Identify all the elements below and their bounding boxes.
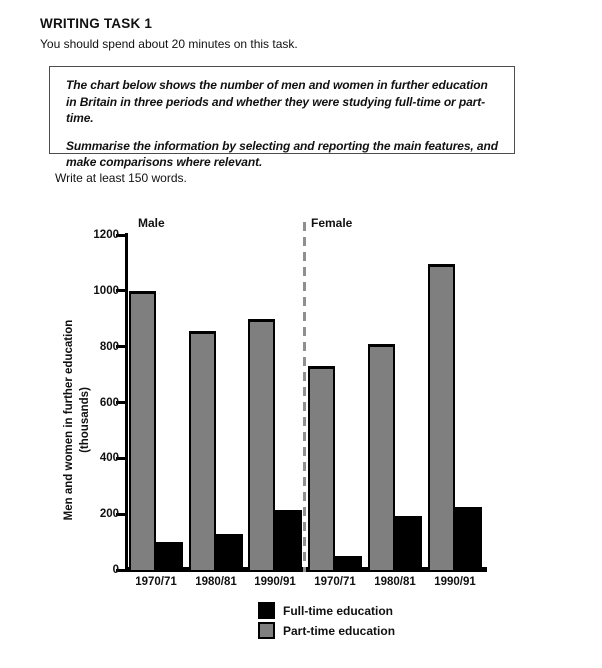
y-axis-tick-label: 400 <box>99 452 119 465</box>
word-count-instruction: Write at least 150 words. <box>55 171 187 185</box>
y-axis-tick-label: 0 <box>112 564 119 576</box>
y-axis-title-line2: (thousands) <box>78 387 91 453</box>
part-time-legend-swatch-icon <box>258 622 275 639</box>
bar-full-time-male-1980-81 <box>216 534 243 572</box>
task-prompt-box <box>49 66 515 169</box>
bar-full-time-female-1990-91 <box>455 507 482 572</box>
legend-item-part-time <box>258 622 395 639</box>
page-title: WRITING TASK 1 <box>40 16 153 31</box>
x-axis-category-label-female-1980-81: 1980/81 <box>374 576 416 588</box>
y-axis-tick-label: 1200 <box>93 229 119 241</box>
x-axis-category-label-male-1980-81: 1980/81 <box>195 576 237 588</box>
section-label-female: Female <box>311 216 353 230</box>
y-axis-title <box>62 250 94 590</box>
bar-part-time-female-1970-71 <box>308 366 335 572</box>
y-axis-line <box>125 233 128 572</box>
prompt-paragraph-1: The chart below shows the number of men and women in further education in Britain in three periods and whether they were studying full-time or part-time. <box>66 78 488 125</box>
section-label-male: Male <box>138 216 165 230</box>
full-time-legend-swatch-icon <box>258 602 275 619</box>
bar-full-time-female-1970-71 <box>335 556 362 572</box>
y-axis-tick-label: 1000 <box>93 284 119 297</box>
legend-label: Full-time education <box>283 603 394 618</box>
x-axis-category-label-female-1990-91: 1990/91 <box>434 576 476 588</box>
bar-full-time-male-1970-71 <box>156 542 183 572</box>
bar-chart <box>0 210 602 668</box>
bar-part-time-female-1990-91 <box>428 264 455 572</box>
y-axis-tick-label: 800 <box>99 340 119 353</box>
bar-part-time-male-1990-91 <box>248 319 275 572</box>
bar-part-time-male-1980-81 <box>189 331 216 572</box>
time-instruction: You should spend about 20 minutes on this task. <box>40 37 298 51</box>
bar-full-time-female-1980-81 <box>395 516 422 572</box>
bar-full-time-male-1990-91 <box>275 510 302 572</box>
legend-label: Part-time education <box>283 623 396 638</box>
y-axis-tick-label: 200 <box>99 508 119 521</box>
prompt-paragraph-2: Summarise the information by selecting and reporting the main features, and make comparisons where relevant. <box>66 138 498 169</box>
bar-part-time-male-1970-71 <box>129 291 156 572</box>
x-axis-category-label-male-1970-71: 1970/71 <box>135 576 177 588</box>
bar-part-time-female-1980-81 <box>368 344 395 572</box>
x-axis-category-label-male-1990-91: 1990/91 <box>254 576 296 588</box>
male-female-divider-line <box>303 222 306 572</box>
y-axis-title-line1: Men and women in further education <box>63 319 75 521</box>
x-axis-category-label-female-1970-71: 1970/71 <box>314 576 356 588</box>
legend-item-full-time <box>258 602 393 619</box>
y-axis-tick-label: 600 <box>99 396 119 409</box>
